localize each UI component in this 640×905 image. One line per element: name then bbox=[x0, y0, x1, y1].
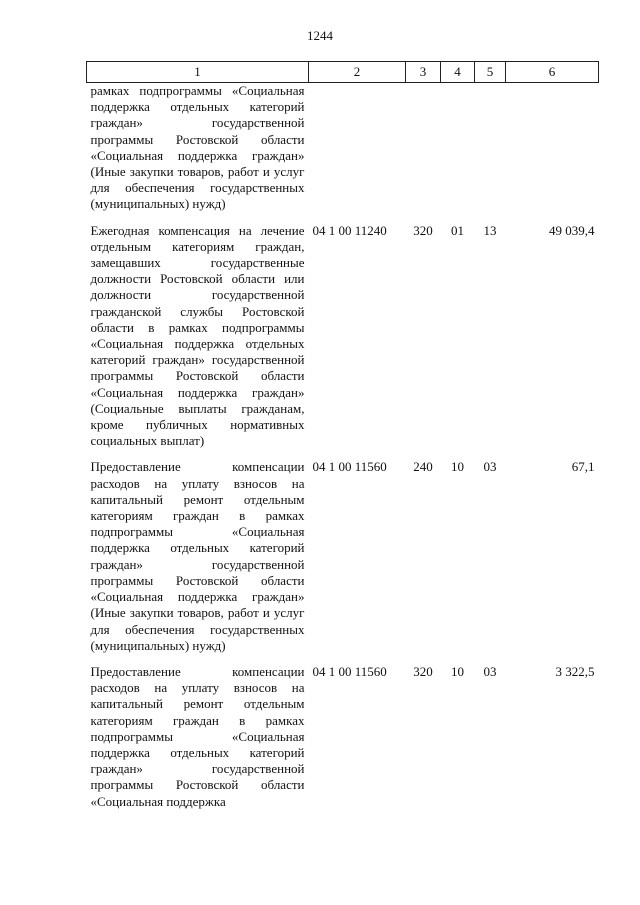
row-amount: 67,1 bbox=[571, 459, 595, 475]
row-expense-type: 320 bbox=[413, 663, 433, 679]
row-target-code bbox=[309, 83, 406, 223]
page-number: 1244 bbox=[307, 28, 333, 43]
row-description: рамках подпрограммы «Социальная поддержка отдельных категорий граждан» государственной программы Ростовской области «Социальная поддержка граждан» (Иные закупки товаров, работ и услуг для обеспечения государственных (муниципальных) нужд) bbox=[90, 83, 305, 212]
column-header-1: 1 bbox=[87, 62, 309, 83]
row-target-code: 04 1 00 11240 bbox=[312, 222, 387, 238]
row-description: Предоставление компенсации расходов на уплату взносов на капитальный ремонт отдельным категориям граждан в рамках подпрограммы «Социальная поддержка отдельных категорий граждан» государственной программы Ростовской области «Социальная поддержка bbox=[90, 663, 305, 809]
row-section: 01 bbox=[451, 222, 464, 238]
row-expense-type bbox=[406, 83, 441, 223]
row-subsection: 03 bbox=[483, 459, 497, 475]
row-section: 10 bbox=[451, 459, 464, 475]
column-header-6: 6 bbox=[506, 62, 599, 83]
column-header-2: 2 bbox=[309, 62, 406, 83]
row-description: Ежегодная компенсация на лечение отдельным категориям граждан, замещавших государственные должности Ростовской области или должности государственной гражданской службы Ростовской области в рамках подпрограммы «Социальная поддержка отдельных категорий граждан» государственной программы Ростовской области «Социальная поддержка граждан» (Социальные выплаты гражданам, кроме публичных нормативных социальных выплат) bbox=[90, 222, 305, 449]
budget-table bbox=[86, 61, 599, 810]
row-section bbox=[441, 83, 475, 223]
column-header-3: 3 bbox=[406, 62, 441, 83]
row-section: 10 bbox=[451, 663, 464, 679]
row-amount: 49 039,4 bbox=[549, 222, 595, 238]
column-number-header-row bbox=[87, 62, 599, 83]
row-subsection: 13 bbox=[483, 222, 497, 238]
row-target-code: 04 1 00 11560 bbox=[312, 663, 387, 679]
row-description: Предоставление компенсации расходов на уплату взносов на капитальный ремонт отдельным категориям граждан в рамках подпрограммы «Социальная поддержка отдельных категорий граждан» государственной программы Ростовской области «Социальная поддержка граждан» (Иные закупки товаров, работ и услуг для обеспечения государственных (муниципальных) нужд) bbox=[90, 459, 305, 653]
row-amount: 3 322,5 bbox=[555, 663, 595, 679]
table-row bbox=[87, 83, 599, 223]
row-expense-type: 320 bbox=[413, 222, 433, 238]
row-subsection: 03 bbox=[483, 663, 497, 679]
table-row bbox=[87, 664, 599, 810]
row-expense-type: 240 bbox=[413, 459, 433, 475]
table-row bbox=[87, 459, 599, 663]
table-row bbox=[87, 223, 599, 460]
row-amount bbox=[506, 83, 599, 223]
row-target-code: 04 1 00 11560 bbox=[312, 459, 387, 475]
column-header-5: 5 bbox=[475, 62, 506, 83]
column-header-4: 4 bbox=[441, 62, 475, 83]
row-subsection bbox=[475, 83, 506, 223]
